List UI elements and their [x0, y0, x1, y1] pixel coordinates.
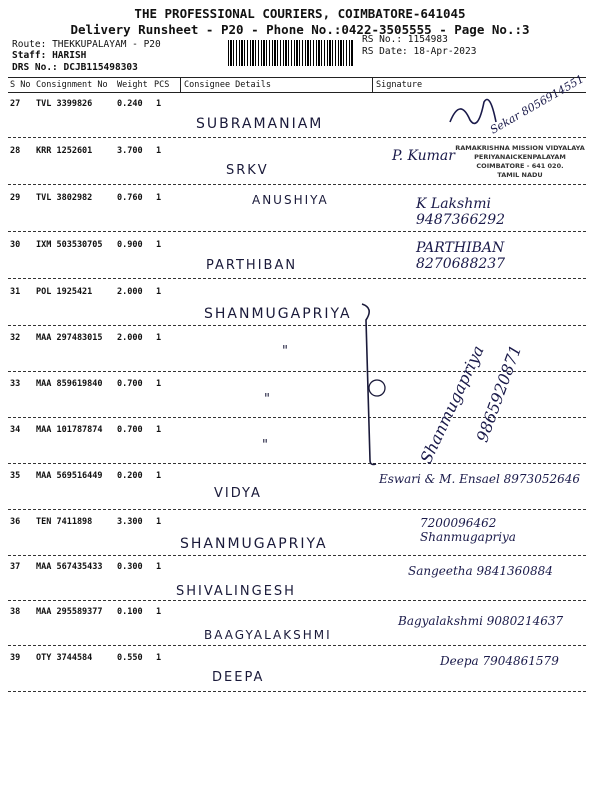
signature-text: 7200096462 Shanmugapriya — [420, 516, 516, 544]
col-signature: Signature — [376, 80, 423, 90]
row-weight: 0.300 — [117, 562, 143, 572]
row-consignment: MAA 295589377 — [36, 607, 103, 617]
row-sno: 33 — [10, 379, 21, 389]
row-weight: 3.700 — [117, 146, 143, 156]
grouping-bracket — [356, 300, 388, 470]
row-pcs: 1 — [156, 425, 162, 435]
rs-date-line — [362, 46, 476, 57]
row-separator — [8, 645, 586, 646]
drs-line — [12, 62, 138, 73]
stamp-line-1: RAMAKRISHNA MISSION VIDYALAYA — [455, 144, 585, 152]
consignee-name: " — [262, 438, 270, 453]
row-consignment: KRR 1252601 — [36, 146, 93, 156]
staff-label: Staff: — [12, 50, 47, 61]
row-consignment: TVL 3399826 — [36, 99, 93, 109]
signature-scribble — [440, 92, 500, 132]
table-top-rule — [8, 77, 586, 78]
row-weight: 0.240 — [117, 99, 143, 109]
col-sno: S No — [10, 80, 31, 90]
row-sno: 39 — [10, 653, 21, 663]
row-weight: 0.700 — [117, 379, 143, 389]
row-separator — [8, 325, 586, 326]
rs-date-value: 18-Apr-2023 — [413, 46, 477, 57]
consignee-name: VIDYA — [214, 486, 262, 501]
row-sno: 27 — [10, 99, 21, 109]
runsheet-subtitle: Delivery Runsheet - P20 - Phone No.:0422-3505555 - Page No.:3 — [70, 22, 530, 37]
row-weight: 2.000 — [117, 287, 143, 297]
consignee-name: SHANMUGAPRIYA — [204, 306, 352, 322]
row-consignment: IXM 503530705 — [36, 240, 103, 250]
row-separator — [8, 231, 586, 232]
row-pcs: 1 — [156, 607, 162, 617]
row-separator — [8, 137, 586, 138]
row-pcs: 1 — [156, 471, 162, 481]
row-sno: 30 — [10, 240, 21, 250]
row-sno: 28 — [10, 146, 21, 156]
consignee-name: SUBRAMANIAM — [196, 116, 324, 132]
row-sno: 31 — [10, 287, 21, 297]
row-separator — [8, 463, 586, 464]
consignee-name: SHIVALINGESH — [176, 584, 296, 599]
row-sno: 36 — [10, 517, 21, 527]
rs-no-label: RS No.: — [362, 34, 403, 45]
row-pcs: 1 — [156, 379, 162, 389]
row-separator — [8, 278, 586, 279]
row-consignment: TEN 7411898 — [36, 517, 93, 527]
bracket-signature-name: Shanmugapriya — [416, 342, 488, 467]
row-consignment: MAA 567435433 — [36, 562, 103, 572]
bracket-signature-phone: 9865920871 — [472, 342, 526, 445]
route-line — [12, 39, 161, 50]
row-pcs: 1 — [156, 99, 162, 109]
row-pcs: 1 — [156, 287, 162, 297]
stamp-line-2: PERIYANAICKENPALAYAM — [474, 153, 566, 161]
company-title: THE PROFESSIONAL COURIERS, COIMBATORE-641045 — [134, 6, 466, 21]
consignee-divider — [180, 77, 181, 92]
row-consignment: TVL 3802982 — [36, 193, 93, 203]
row-sno: 32 — [10, 333, 21, 343]
row-sno: 29 — [10, 193, 21, 203]
row-pcs: 1 — [156, 653, 162, 663]
signature-divider — [372, 77, 373, 92]
barcode — [228, 40, 354, 66]
signature-text: Deepa 7904861579 — [440, 654, 559, 668]
row-weight: 0.900 — [117, 240, 143, 250]
row-consignment: MAA 859619840 — [36, 379, 103, 389]
table-row — [8, 419, 586, 464]
official-stamp — [450, 144, 590, 180]
row-pcs: 1 — [156, 517, 162, 527]
signature-text: Sekar 8056914551 — [487, 72, 587, 137]
row-consignment: POL 1925421 — [36, 287, 93, 297]
row-weight: 0.550 — [117, 653, 143, 663]
row-consignment: MAA 297483015 — [36, 333, 103, 343]
row-sno: 34 — [10, 425, 21, 435]
row-consignment: MAA 569516449 — [36, 471, 103, 481]
consignee-name: SHANMUGAPRIYA — [180, 536, 328, 552]
route-label: Route: — [12, 39, 47, 50]
table-row — [8, 556, 586, 601]
row-weight: 0.700 — [117, 425, 143, 435]
row-separator — [8, 184, 586, 185]
consignee-name: BAAGYALAKSHMI — [204, 628, 332, 642]
row-pcs: 1 — [156, 146, 162, 156]
signature-text: K Lakshmi 9487366292 — [416, 196, 506, 228]
drs-value: DCJB115498303 — [63, 62, 138, 73]
row-pcs: 1 — [156, 240, 162, 250]
consignee-name: ANUSHIYA — [252, 193, 329, 207]
signature-text: P. Kumar — [392, 148, 455, 164]
signature-text: Bagyalakshmi 9080214637 — [398, 614, 564, 628]
row-weight: 0.760 — [117, 193, 143, 203]
col-weight: Weight — [117, 80, 148, 90]
col-consignee: Consignee Details — [184, 80, 271, 90]
row-sno: 35 — [10, 471, 21, 481]
row-separator — [8, 691, 586, 692]
consignee-name: " — [282, 344, 290, 359]
consignee-name: " — [264, 392, 272, 407]
staff-line — [12, 50, 86, 61]
signature-text: PARTHIBAN 8270688237 — [416, 240, 506, 272]
row-weight: 3.300 — [117, 517, 143, 527]
row-sno: 38 — [10, 607, 21, 617]
row-pcs: 1 — [156, 333, 162, 343]
row-sno: 37 — [10, 562, 21, 572]
row-separator — [8, 509, 586, 510]
stamp-line-4: TAMIL NADU — [497, 171, 543, 179]
row-weight: 0.100 — [117, 607, 143, 617]
consignee-name: DEEPA — [212, 670, 265, 685]
route-value: THEKKUPALAYAM - P20 — [52, 39, 161, 50]
row-pcs: 1 — [156, 193, 162, 203]
stamp-line-3: COIMBATORE - 641 020. — [476, 162, 564, 170]
drs-label: DRS No.: — [12, 62, 58, 73]
col-consignment: Consignment No — [36, 80, 108, 90]
rs-date-label: RS Date: — [362, 46, 408, 57]
row-consignment: MAA 101787874 — [36, 425, 103, 435]
row-pcs: 1 — [156, 562, 162, 572]
signature-text: Eswari & M. Ensael 8973052646 — [378, 472, 580, 486]
rs-no-value: 1154983 — [407, 34, 448, 45]
consignee-name: PARTHIBAN — [206, 258, 298, 273]
col-pcs: PCS — [154, 80, 170, 90]
consignee-name: SRKV — [226, 163, 269, 178]
staff-value: HARISH — [52, 50, 87, 61]
row-weight: 2.000 — [117, 333, 143, 343]
rs-no-line — [362, 34, 448, 45]
signature-text: Sangeetha 9841360884 — [408, 564, 553, 578]
row-consignment: OTY 3744584 — [36, 653, 93, 663]
row-weight: 0.200 — [117, 471, 143, 481]
